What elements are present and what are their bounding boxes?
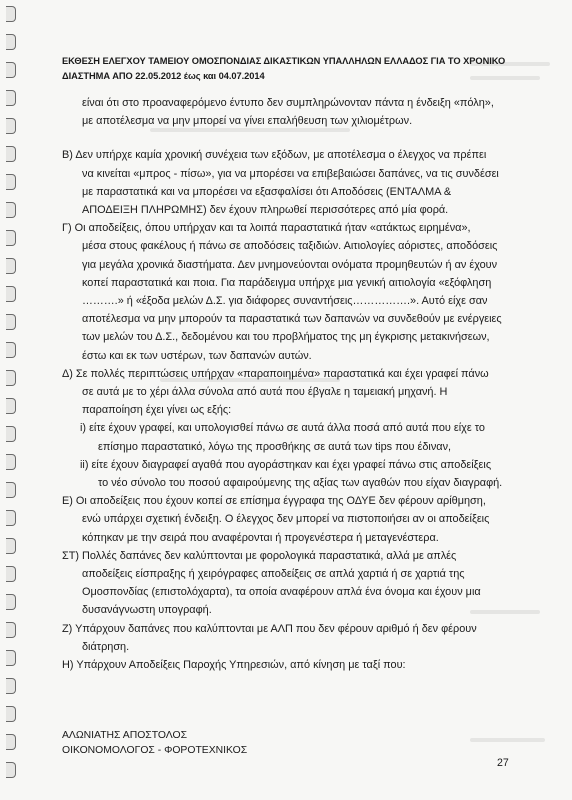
paragraph-g: [62, 219, 514, 365]
binding-hole: [6, 566, 16, 582]
header-line-1: ΕΚΘΕΣΗ ΕΛΕΓΧΟΥ ΤΑΜΕΙΟΥ ΟΜΟΣΠΟΝΔΙΑΣ ΔΙΚΑΣΤΙΚΩΝ ΥΠΑΛΛΗΛΩΝ ΕΛΛΑΔΟΣ ΓΙΑ ΤΟ ΧΡΟΝΙΚΟ: [62, 56, 506, 66]
binding-hole: [6, 146, 16, 162]
text-line: μέσα στους φακέλους ή πάνω σε αποδόσεις ταξιδιών. Αιτιολογίες αόριστες, αποδόσεις: [82, 240, 498, 253]
text-line: Ζ) Υπάρχουν δαπάνες που καλύπτονται με ΑΛΠ που δεν φέρουν αριθμό ή δεν φέρουν: [62, 622, 477, 635]
intro-paragraph: [62, 94, 514, 130]
text-line: i) είτε έχουν γραφεί, και υπολογισθεί πάνω σε αυτά άλλα ποσά από αυτά που είχε το: [80, 422, 485, 435]
binding-hole: [6, 734, 16, 750]
header-line-2: ΔΙΑΣΤΗΜΑ ΑΠΟ 22.05.2012 έως και 04.07.2014: [62, 71, 265, 81]
text-line: αποτέλεσμα να μην μπορούν τα παραστατικά των δαπανών να συνδεθούν με ενέργειες: [82, 313, 502, 326]
author-name: ΑΛΩΝΙΑΤΗΣ ΑΠΟΣΤΟΛΟΣ: [62, 730, 187, 741]
report-header: [62, 54, 532, 84]
text-line: ενώ υπάρχει σχετική ένδειξη. Ο έλεγχος δεν μπορεί να πιστοποιήσει αν οι αποδείξεις: [82, 513, 490, 526]
text-line: δυσανάγνωστη υπογραφή.: [82, 604, 212, 617]
binding-hole: [6, 342, 16, 358]
paragraph-b: [62, 146, 514, 219]
text-line: με αποτέλεσμα να μην μπορεί να γίνει επαλήθευση των χιλιομέτρων.: [82, 115, 413, 128]
binding-hole: [6, 706, 16, 722]
text-line: κόπηκαν με την σειρά που αναφέρονται ή προγενέστερα ή μεταγενέστερα.: [82, 531, 439, 544]
binding-hole: [6, 650, 16, 666]
text-line: το νέο σύνολο του ποσού αφαιρούμενης της αξίας των αγαθών που είχαν διαγραφή.: [98, 477, 503, 490]
binding-hole: [6, 34, 16, 50]
binding-hole: [6, 426, 16, 442]
binding-hole: [6, 678, 16, 694]
text-line: διάτρηση.: [82, 640, 130, 653]
binding-hole: [6, 398, 16, 414]
text-line: επίσημο παραστατικό, λόγω της προσθήκης σε αυτά των tips που έδιναν,: [98, 440, 452, 453]
text-line: Γ) Οι αποδείξεις, όπου υπήρχαν και τα λοιπά παραστατικά ήταν «ατάκτως ειρημένα»,: [62, 222, 471, 235]
text-line: ……….» ή «έξοδα μελών Δ.Σ. για διάφορες συναντήσεις…………….». Αυτό είχε σαν: [82, 295, 488, 308]
report-body: [62, 94, 514, 674]
binding-hole: [6, 202, 16, 218]
text-line: των μελών του Δ.Σ., δεδομένου και του προβλήματος της μη έγκρισης μετακινήσεων,: [82, 331, 490, 344]
binding-hole: [6, 538, 16, 554]
text-line: Ομοσπονδίας (επιστολόχαρτα), τα οποία αναφέρουν απλά ένα όνομα και έχουν μια: [82, 586, 481, 599]
text-line: να κινείται «μπρος - πίσω», για να μπορέσει να επιβεβαιώσει δαπάνες, να τις συνδέσει: [82, 167, 499, 180]
text-line: με παραστατικά και να μπορέσει να εξασφαλίσει ότι Αποδόσεις (ΕΝΤΑΛΜΑ &: [82, 185, 452, 198]
text-line: Β) Δεν υπήρχε καμία χρονική συνέχεια των εξόδων, με αποτέλεσμα ο έλεγχος να πρέπει: [62, 149, 487, 162]
text-line: παραποίηση έχει γίνει ως εξής:: [82, 404, 232, 417]
text-line: έστω και εκ των υστέρων, των δαπανών αυτών.: [82, 349, 312, 362]
binding-hole: [6, 314, 16, 330]
text-line: κοπεί παραστατικά και ποια. Για παράδειγμα υπήρχε μια γενική αιτιολογία «εξόφληση: [82, 276, 492, 289]
binding-hole: [6, 482, 16, 498]
binding-hole: [6, 90, 16, 106]
text-line: σε αυτά με το χέρι άλλα σύνολα από αυτά που έβγαλε η ταμειακή μηχανή. Η: [82, 386, 448, 399]
paragraph-d-item-i: [62, 419, 514, 455]
binding-hole: [6, 594, 16, 610]
paragraph-e: [62, 492, 514, 547]
binding-hole: [6, 230, 16, 246]
author-signature-block: [62, 728, 247, 758]
binding-hole: [6, 118, 16, 134]
page-number: 27: [497, 757, 509, 769]
text-line: είναι ότι στο προαναφερόμενο έντυπο δεν συμπληρώνονταν πάντα η ένδειξη «πόλη»,: [82, 97, 494, 109]
binding-hole: [6, 6, 16, 22]
paragraph-z: [62, 620, 514, 656]
binding-hole: [6, 62, 16, 78]
paragraph-st: [62, 547, 514, 620]
author-title: ΟΙΚΟΝΟΜΟΛΟΓΟΣ - ΦΟΡΟΤΕΧΝΙΚΟΣ: [62, 745, 248, 756]
bleed-through-mark: [470, 738, 545, 742]
binding-hole: [6, 258, 16, 274]
binding-hole: [6, 622, 16, 638]
text-line: για μεγάλα χρονικά διαστήματα. Δεν μνημονεύονται ονόματα προμηθευτών ή αν έχουν: [82, 258, 498, 271]
paragraph-h: [62, 656, 514, 674]
binding-hole: [6, 454, 16, 470]
paragraph-d-item-ii: [62, 456, 514, 492]
text-line: Ε) Οι αποδείξεις που έχουν κοπεί σε επίσημα έγγραφα της ΟΔΥΕ δεν φέρουν αρίθμηση,: [62, 495, 486, 508]
text-line: Η) Υπάρχουν Αποδείξεις Παροχής Υπηρεσιών, από κίνηση με ταξί που:: [62, 659, 406, 672]
binding-hole: [6, 762, 16, 778]
text-line: ΑΠΟΔΕΙΞΗ ΠΛΗΡΩΜΗΣ) δεν έχουν πληρωθεί περισσότερες από μία φορά.: [82, 204, 449, 217]
text-line: ii) είτε έχουν διαγραφεί αγαθά που αγοράστηκαν και έχει γραφεί πάνω στις αποδείξεις: [80, 458, 492, 471]
binding-holes: [2, 0, 22, 800]
binding-hole: [6, 174, 16, 190]
paragraph-d: [62, 365, 514, 420]
binding-hole: [6, 510, 16, 526]
binding-hole: [6, 370, 16, 386]
text-line: ΣΤ) Πολλές δαπάνες δεν καλύπτονται με φορολογικά παραστατικά, αλλά με απλές: [62, 549, 457, 562]
binding-hole: [6, 286, 16, 302]
text-line: Δ) Σε πολλές περιπτώσεις υπήρχαν «παραποιημένα» παραστατικά και έχει γραφεί πάνω: [62, 367, 489, 380]
text-line: αποδείξεις είσπραξης ή χειρόγραφες αποδείξεις σε απλά χαρτιά ή σε χαρτιά της: [82, 568, 465, 581]
